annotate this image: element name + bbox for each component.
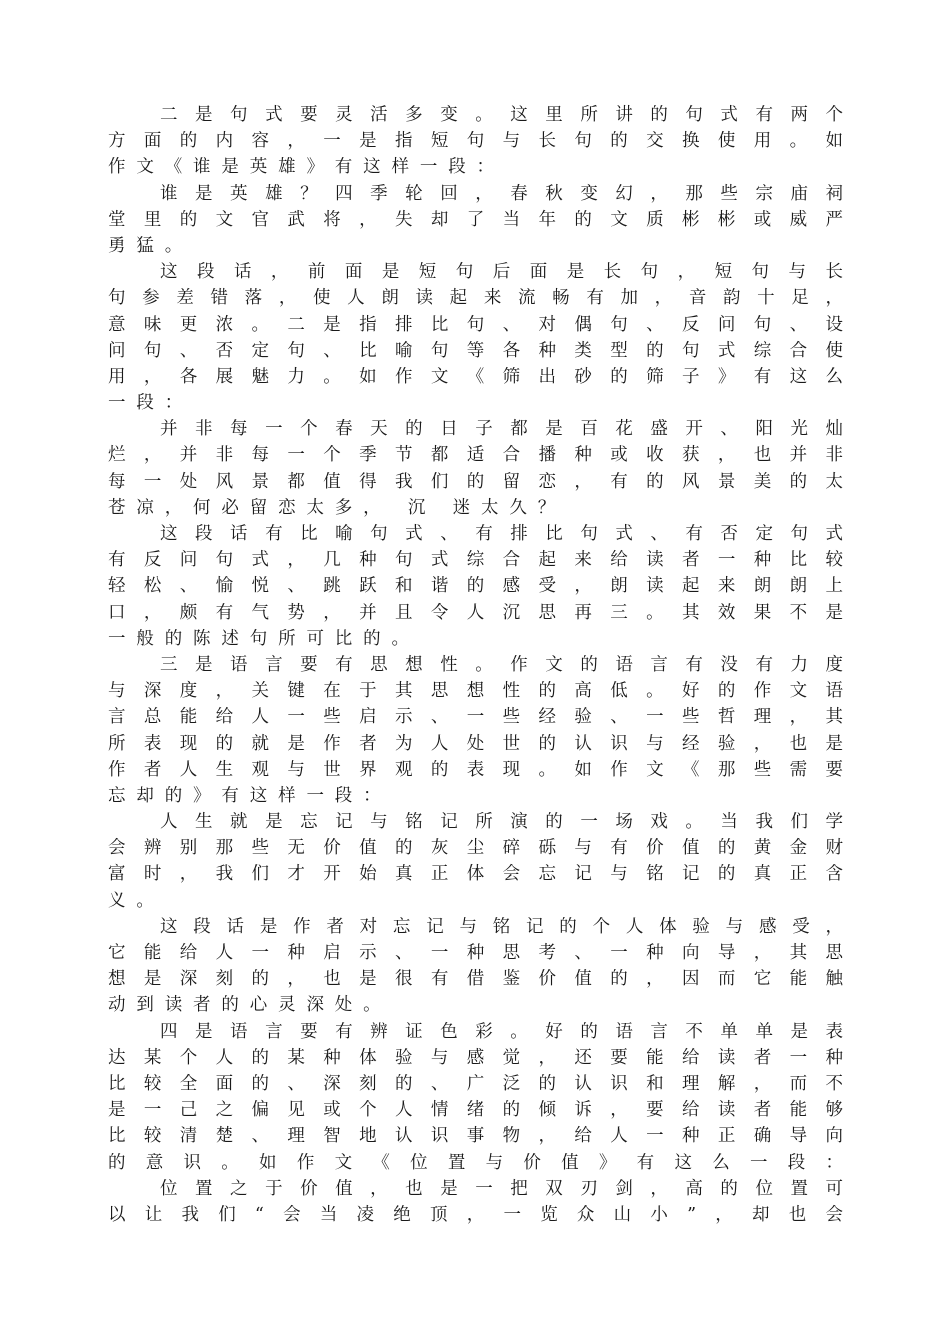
text-line: 想是深刻的，也是很有借鉴价值的，因而它能触 <box>108 969 843 990</box>
text-line: 这段话有比喻句式、有排比句式、有否定句式 <box>160 524 843 544</box>
text-line: 富时，我们才开始真正体会忘记与铭记的真正含 <box>108 864 843 885</box>
text-line: 句参差错落，使人朗读起来流畅有加，音韵十足， <box>108 288 843 309</box>
body-text <box>108 102 843 1228</box>
text-line: 二是句式要灵活多变。这里所讲的句式有两个 <box>160 105 843 125</box>
text-line: 言总能给人一些启示、一些经验、一些哲理，其 <box>108 707 843 728</box>
text-line: 每一处风景都值得我们的留恋，有的风景美的太 <box>108 471 843 492</box>
text-line: 意味更浓。二是指排比句、对偶句、反问句、设 <box>108 314 843 335</box>
text-line: 忘却的》有这样一段： <box>108 785 392 806</box>
text-line: 它能给人一种启示、一种思考、一种向导，其思 <box>108 943 843 963</box>
text-line: 用，各展魅力。如作文《筛出砂的筛子》有这么 <box>108 366 843 387</box>
text-line: 人生就是忘记与铭记所演的一场戏。当我们学 <box>160 812 843 833</box>
text-line: 是一己之偏见或个人情绪的倾诉，要给读者能够 <box>108 1100 843 1121</box>
text-line: 与深度，关键在于其思想性的高低。好的作文语 <box>108 681 843 702</box>
text-line: 口，颇有气势，并且令人沉思再三。其效果不是 <box>108 602 843 623</box>
text-line: 三是语言要有思想性。作文的语言有没有力度 <box>160 654 843 675</box>
text-line: 的意识。如作文《位置与价值》有这么一段： <box>108 1152 843 1173</box>
text-line: 这段话是作者对忘记与铭记的个人体验与感受， <box>160 916 843 937</box>
text-line: 谁是英雄？四季轮回，春秋变幻，那些宗庙祠 <box>160 183 843 204</box>
text-line: 烂，并非每一个季节都适合播种或收获，也并非 <box>108 445 843 466</box>
text-line: 苍凉，何必留恋太多， 沉 迷太久？ <box>108 497 567 518</box>
text-line: 达某个人的某种体验与感觉，还要能给读者一种 <box>108 1047 843 1068</box>
text-line: 四是语言要有辨证色彩。好的语言不单单是表 <box>160 1021 843 1042</box>
text-line: 这段话，前面是短句后面是长句，短句与长 <box>160 262 843 283</box>
text-line: 作者人生观与世界观的表现。如作文《那些需要 <box>108 759 843 780</box>
text-line: 问句、否定句、比喻句等各种类型的句式综合使 <box>108 340 843 361</box>
text-line: 位置之于价值，也是一把双刃剑，高的位置可 <box>160 1178 843 1199</box>
text-line: 比较全面的、深刻的、广泛的认识和理解，而不 <box>108 1073 843 1094</box>
text-line: 方面的内容，一是指短句与长句的交换使用。如 <box>108 131 843 152</box>
text-line: 以让我们“会当凌绝顶，一览众山小”，却也会 <box>108 1204 843 1225</box>
text-line: 轻松、愉悦、跳跃和谐的感受，朗读起来朗朗上 <box>108 576 843 597</box>
text-line: 有反问句式，几种句式综合起来给读者一种比较 <box>108 550 843 571</box>
text-line: 堂里的文官武将，失却了当年的文质彬彬或威严 <box>108 209 843 230</box>
text-line: 勇猛。 <box>108 235 194 256</box>
text-line: 一段： <box>108 393 194 414</box>
text-line: 比较清楚、理智地认识事物，给人一种正确导向 <box>108 1126 843 1147</box>
text-line: 动到读者的心灵深处。 <box>108 995 392 1016</box>
text-line: 会辨别那些无价值的灰尘碎砾与有价值的黄金财 <box>108 838 843 859</box>
text-line: 一般的陈述句所可比的。 <box>108 628 420 649</box>
text-line: 作文《谁是英雄》有这样一段： <box>108 157 505 178</box>
text-line: 并非每一个春天的日子都是百花盛开、阳光灿 <box>160 419 843 440</box>
text-line: 义。 <box>108 890 165 911</box>
text-line: 所表现的就是作者为人处世的认识与经验，也是 <box>108 733 843 754</box>
